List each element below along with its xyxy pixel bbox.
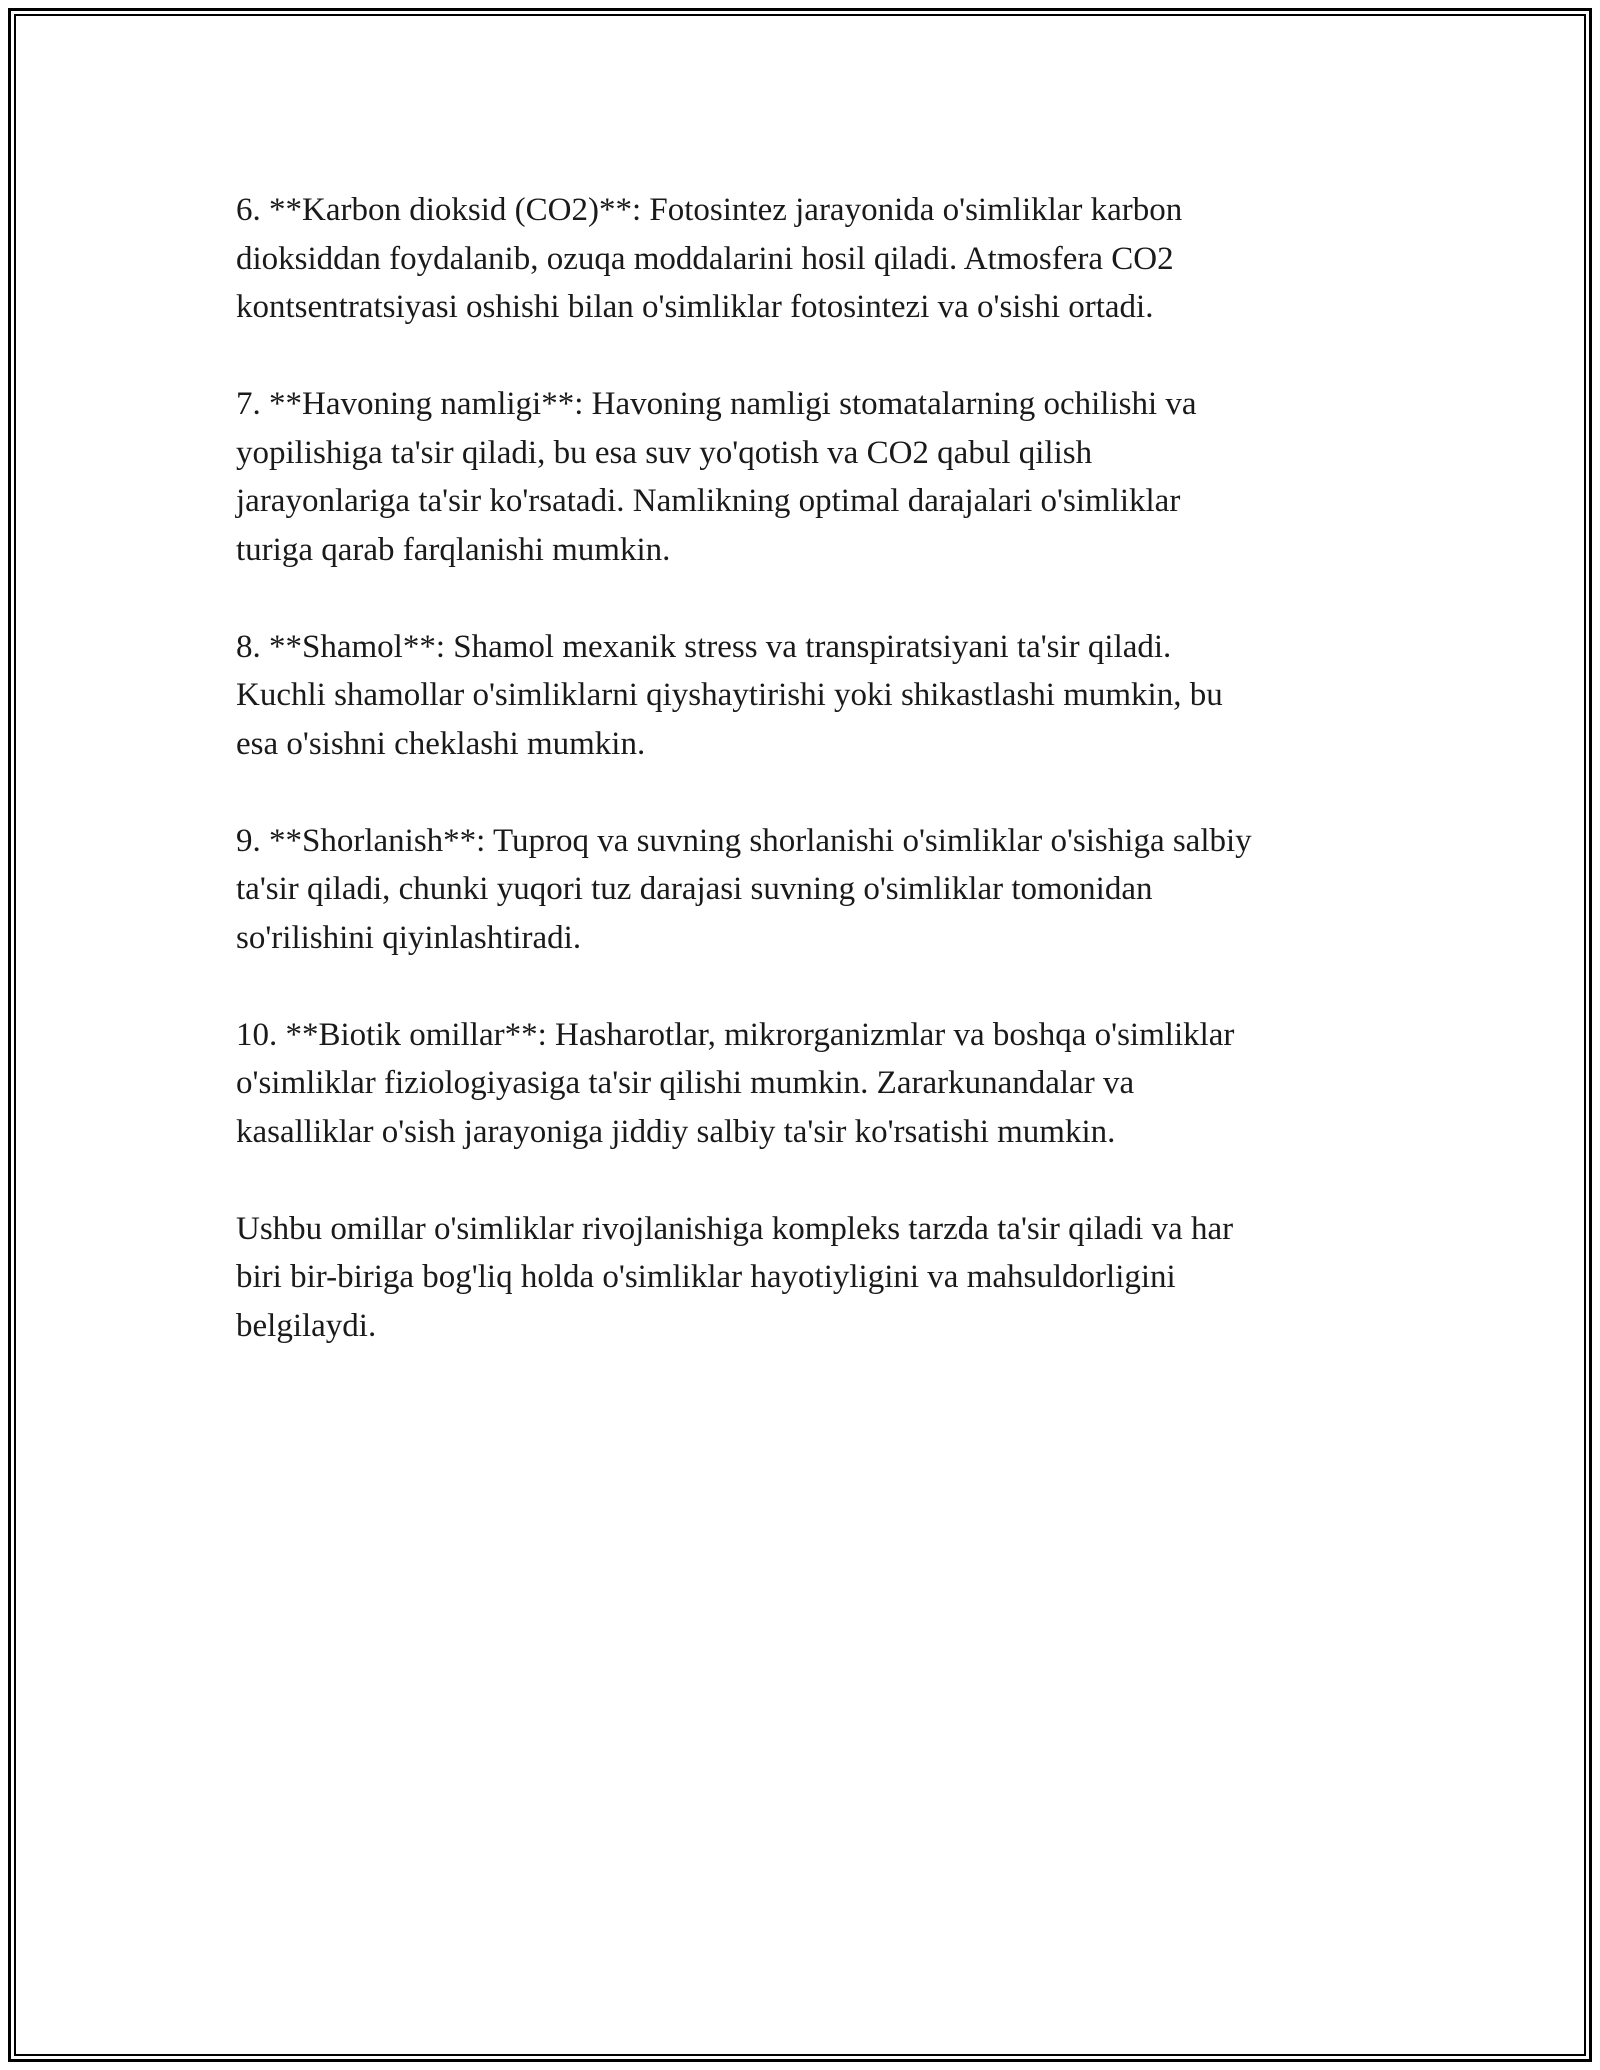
- paragraph-biotic-factors: 10. **Biotik omillar**: Hasharotlar, mikrorganizmlar va boshqa o'simliklar o'simliklar fiziologiyasiga ta'sir qilishi mumkin. Zararkunandalar va kasalliklar o'sish jarayoniga jiddiy salbiy ta'sir ko'rsatishi mumkin.: [236, 1016, 1235, 1150]
- paragraph-conclusion: Ushbu omillar o'simliklar rivojlanishiga kompleks tarzda ta'sir qiladi va har biri bir-biriga bog'liq holda o'simliklar hayotiyligini va mahsuldorligini belgilaydi.: [236, 1210, 1234, 1344]
- paragraph-air-humidity: 7. **Havoning namligi**: Havoning namligi stomatalarning ochilishi va yopilishiga ta'sir qiladi, bu esa suv yo'qotish va CO2 qabul qilish jarayonlariga ta'sir ko'rsatadi. Namlikning optimal darajalari o'simliklar turiga qarab farqlanishi mumkin.: [236, 386, 1197, 568]
- paragraph-carbon-dioxide: 6. **Karbon dioksid (CO2)**: Fotosintez jarayonida o'simliklar karbon dioksiddan foydalanib, ozuqa moddalarini hosil qiladi. Atmosfera CO2 kontsentratsiyasi oshishi bilan o'simliklar fotosintezi va o'sishi ortadi.: [236, 192, 1183, 325]
- document-body: [236, 186, 1396, 1399]
- paragraph-salinity: 9. **Shorlanish**: Tuproq va suvning shorlanishi o'simliklar o'sishiga salbiy ta'sir qiladi, chunki yuqori tuz darajasi suvning o'simliklar tomonidan so'rilishini qiyinlashtiradi.: [236, 822, 1252, 956]
- paragraph-wind: 8. **Shamol**: Shamol mexanik stress va transpiratsiyani ta'sir qiladi. Kuchli shamollar o'simliklarni qiyshaytirishi yoki shikastlashi mumkin, bu esa o'sishni cheklashi mumkin.: [236, 628, 1223, 762]
